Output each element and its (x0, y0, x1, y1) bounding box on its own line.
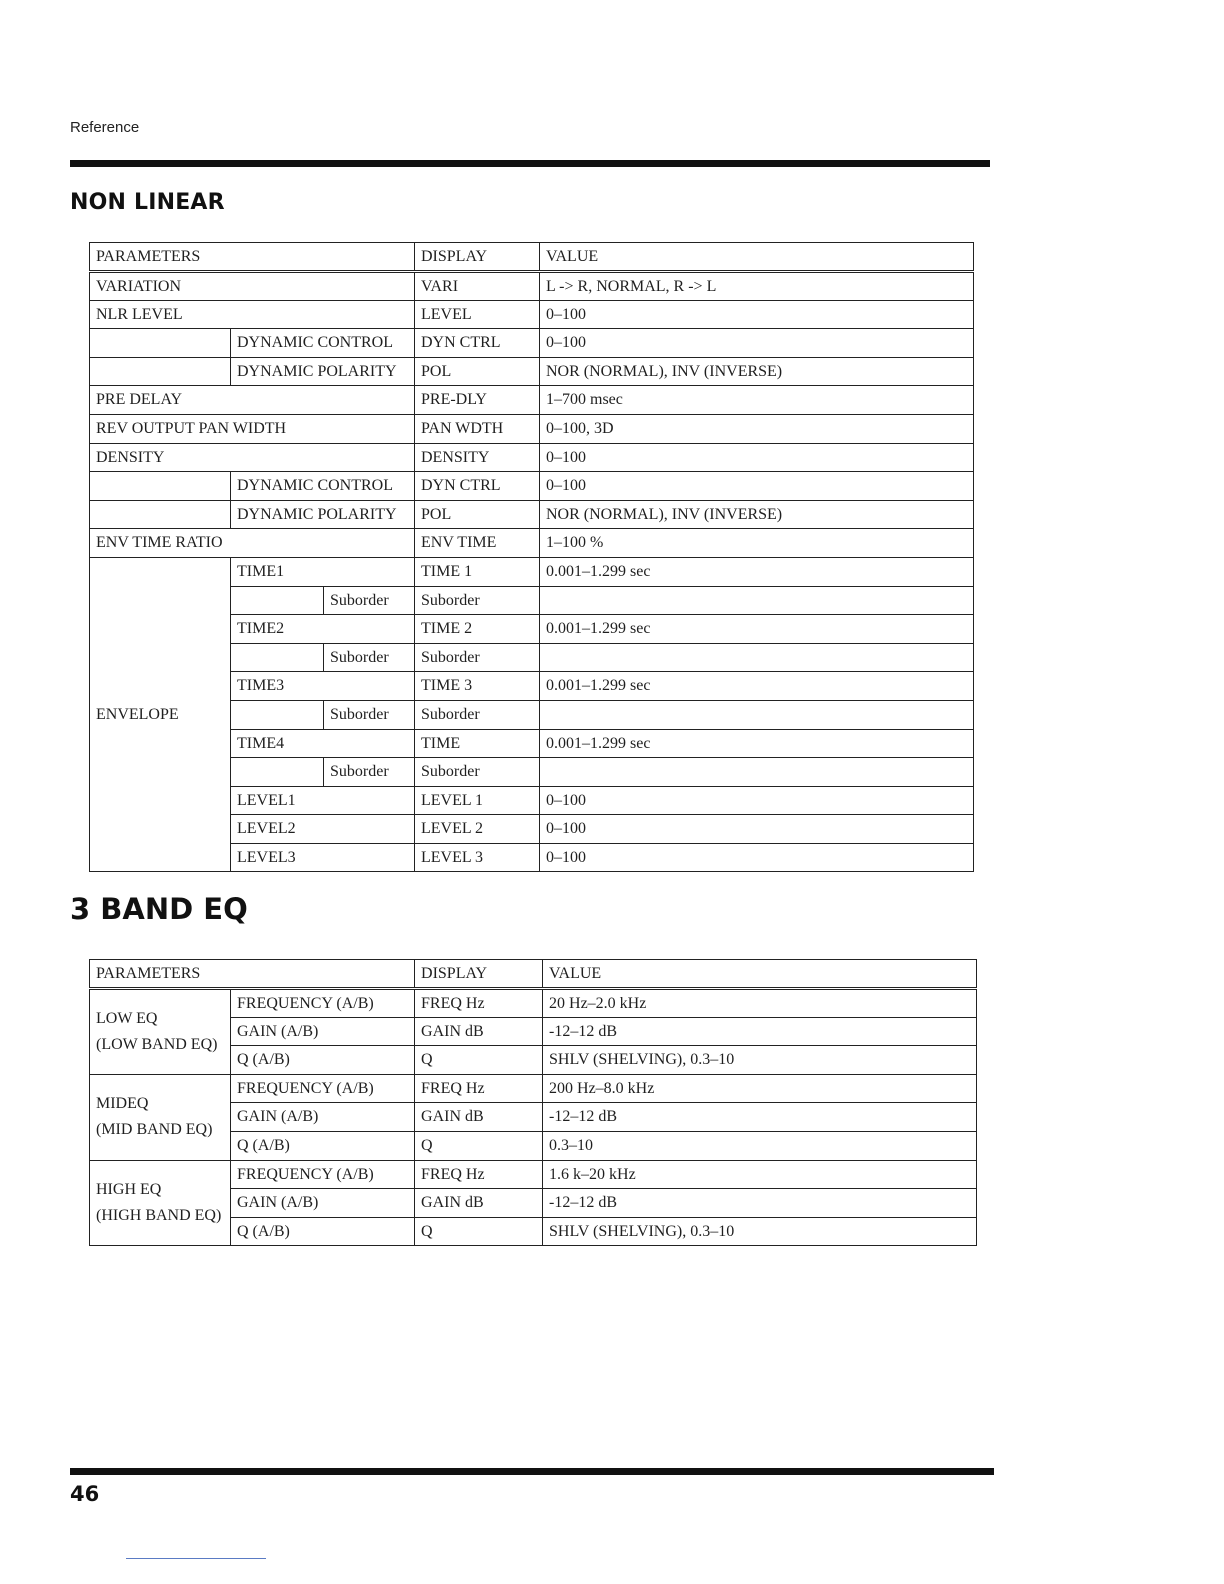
display-cell: LEVEL 2 (415, 815, 540, 844)
table-row (90, 386, 974, 415)
param-cell: TIME3 (231, 672, 415, 701)
display-cell: TIME (415, 729, 540, 758)
section-label: Reference (70, 119, 140, 136)
header-parameters: PARAMETERS (90, 243, 415, 272)
value-cell: 0–100, 3D (540, 414, 974, 443)
display-cell: LEVEL 3 (415, 843, 540, 872)
envelope-group-cell (90, 557, 231, 872)
param-cell: Suborder (324, 643, 415, 672)
value-cell (540, 700, 974, 729)
header-display: DISPLAY (415, 243, 540, 272)
param-cell: REV OUTPUT PAN WIDTH (90, 414, 415, 443)
eq-group-name: HIGH EQ (96, 1180, 162, 1198)
display-cell: Suborder (415, 758, 540, 787)
display-cell: DYN CTRL (415, 472, 540, 501)
table-row (90, 443, 974, 472)
eq-group-cell (90, 989, 231, 1075)
display-cell: PAN WDTH (415, 414, 540, 443)
display-cell: Q (415, 1046, 543, 1075)
table-row (90, 472, 974, 501)
table-row (90, 329, 974, 358)
param-cell: VARIATION (90, 272, 415, 301)
value-cell: NOR (NORMAL), INV (INVERSE) (540, 357, 974, 386)
display-cell: TIME 2 (415, 615, 540, 644)
param-cell: TIME2 (231, 615, 415, 644)
empty-cell (231, 700, 324, 729)
empty-cell (90, 329, 231, 358)
eq-group-name: LOW EQ (96, 1009, 158, 1027)
param-cell: Q (A/B) (231, 1131, 415, 1160)
table-row (90, 1074, 977, 1103)
header-value: VALUE (540, 243, 974, 272)
display-cell: POL (415, 357, 540, 386)
value-cell: 1.6 k–20 kHz (543, 1160, 977, 1189)
value-cell: -12–12 dB (543, 1103, 977, 1132)
table-header-row (90, 960, 977, 989)
display-cell: GAIN dB (415, 1103, 543, 1132)
envelope-label: ENVELOPE (96, 705, 179, 723)
value-cell: 1–100 % (540, 529, 974, 558)
value-cell: L -> R, NORMAL, R -> L (540, 272, 974, 301)
param-cell: DYNAMIC POLARITY (231, 500, 415, 529)
display-cell: LEVEL (415, 300, 540, 329)
header-parameters: PARAMETERS (90, 960, 415, 989)
table-row (90, 1160, 977, 1189)
display-cell: GAIN dB (415, 1017, 543, 1046)
value-cell (540, 758, 974, 787)
param-cell: NLR LEVEL (90, 300, 415, 329)
header-value: VALUE (543, 960, 977, 989)
empty-cell (90, 357, 231, 386)
param-cell: FREQUENCY (A/B) (231, 989, 415, 1018)
empty-cell (231, 758, 324, 787)
empty-cell (90, 472, 231, 501)
param-cell: TIME1 (231, 557, 415, 586)
display-cell: TIME 3 (415, 672, 540, 701)
table-row (90, 300, 974, 329)
param-cell: GAIN (A/B) (231, 1103, 415, 1132)
eq-group-subname: (HIGH BAND EQ) (96, 1206, 222, 1224)
table-row (90, 500, 974, 529)
value-cell: 0–100 (540, 329, 974, 358)
display-cell: ENV TIME (415, 529, 540, 558)
table-row (90, 414, 974, 443)
eq-group-cell (90, 1160, 231, 1246)
three-band-eq-heading: 3 BAND EQ (70, 892, 248, 926)
param-cell: DYNAMIC CONTROL (231, 329, 415, 358)
param-cell: FREQUENCY (A/B) (231, 1074, 415, 1103)
value-cell: 0.001–1.299 sec (540, 615, 974, 644)
value-cell (540, 643, 974, 672)
display-cell: VARI (415, 272, 540, 301)
param-cell: LEVEL2 (231, 815, 415, 844)
value-cell: 0.001–1.299 sec (540, 672, 974, 701)
display-cell: Q (415, 1217, 543, 1246)
value-cell: NOR (NORMAL), INV (INVERSE) (540, 500, 974, 529)
value-cell: 0.001–1.299 sec (540, 729, 974, 758)
value-cell: 20 Hz–2.0 kHz (543, 989, 977, 1018)
eq-group-subname: (LOW BAND EQ) (96, 1035, 218, 1053)
param-cell: Q (A/B) (231, 1046, 415, 1075)
header-display: DISPLAY (415, 960, 543, 989)
param-cell: DYNAMIC POLARITY (231, 357, 415, 386)
display-cell: FREQ Hz (415, 1160, 543, 1189)
display-cell: Q (415, 1131, 543, 1160)
display-cell: FREQ Hz (415, 1074, 543, 1103)
display-cell: Suborder (415, 643, 540, 672)
value-cell (540, 586, 974, 615)
table-row (90, 557, 974, 586)
footer-divider (126, 1558, 266, 1559)
value-cell: 0–100 (540, 472, 974, 501)
display-cell: Suborder (415, 700, 540, 729)
param-cell: TIME4 (231, 729, 415, 758)
display-cell: FREQ Hz (415, 989, 543, 1018)
table-row (90, 357, 974, 386)
table-header-row (90, 243, 974, 272)
param-cell: LEVEL1 (231, 786, 415, 815)
param-cell: GAIN (A/B) (231, 1189, 415, 1218)
display-cell: LEVEL 1 (415, 786, 540, 815)
value-cell: 0–100 (540, 443, 974, 472)
display-cell: DENSITY (415, 443, 540, 472)
display-cell: DYN CTRL (415, 329, 540, 358)
param-cell: Suborder (324, 758, 415, 787)
value-cell: -12–12 dB (543, 1017, 977, 1046)
param-cell: DENSITY (90, 443, 415, 472)
display-cell: TIME 1 (415, 557, 540, 586)
param-cell: Q (A/B) (231, 1217, 415, 1246)
header-rule (70, 160, 990, 167)
eq-group-subname: (MID BAND EQ) (96, 1121, 213, 1139)
table-row (90, 529, 974, 558)
table-row (90, 989, 977, 1018)
param-cell: GAIN (A/B) (231, 1017, 415, 1046)
value-cell: 1–700 msec (540, 386, 974, 415)
non-linear-table (89, 242, 974, 872)
value-cell: 0.3–10 (543, 1131, 977, 1160)
empty-cell (90, 500, 231, 529)
value-cell: 0–100 (540, 300, 974, 329)
display-cell: GAIN dB (415, 1189, 543, 1218)
param-cell: ENV TIME RATIO (90, 529, 415, 558)
value-cell: 0.001–1.299 sec (540, 557, 974, 586)
display-cell: Suborder (415, 586, 540, 615)
empty-cell (231, 643, 324, 672)
eq-group-name: MIDEQ (96, 1095, 149, 1113)
eq-group-cell (90, 1074, 231, 1160)
value-cell: SHLV (SHELVING), 0.3–10 (543, 1046, 977, 1075)
param-cell: Suborder (324, 700, 415, 729)
empty-cell (231, 586, 324, 615)
param-cell: DYNAMIC CONTROL (231, 472, 415, 501)
value-cell: 200 Hz–8.0 kHz (543, 1074, 977, 1103)
value-cell: 0–100 (540, 843, 974, 872)
table-row (90, 272, 974, 301)
value-cell: -12–12 dB (543, 1189, 977, 1218)
param-cell: FREQUENCY (A/B) (231, 1160, 415, 1189)
param-cell: Suborder (324, 586, 415, 615)
three-band-eq-table (89, 959, 977, 1246)
param-cell: PRE DELAY (90, 386, 415, 415)
value-cell: 0–100 (540, 786, 974, 815)
value-cell: 0–100 (540, 815, 974, 844)
param-cell: LEVEL3 (231, 843, 415, 872)
non-linear-heading: NON LINEAR (70, 190, 225, 215)
page-number: 46 (70, 1482, 100, 1506)
display-cell: POL (415, 500, 540, 529)
footer-rule (70, 1468, 994, 1475)
value-cell: SHLV (SHELVING), 0.3–10 (543, 1217, 977, 1246)
display-cell: PRE-DLY (415, 386, 540, 415)
